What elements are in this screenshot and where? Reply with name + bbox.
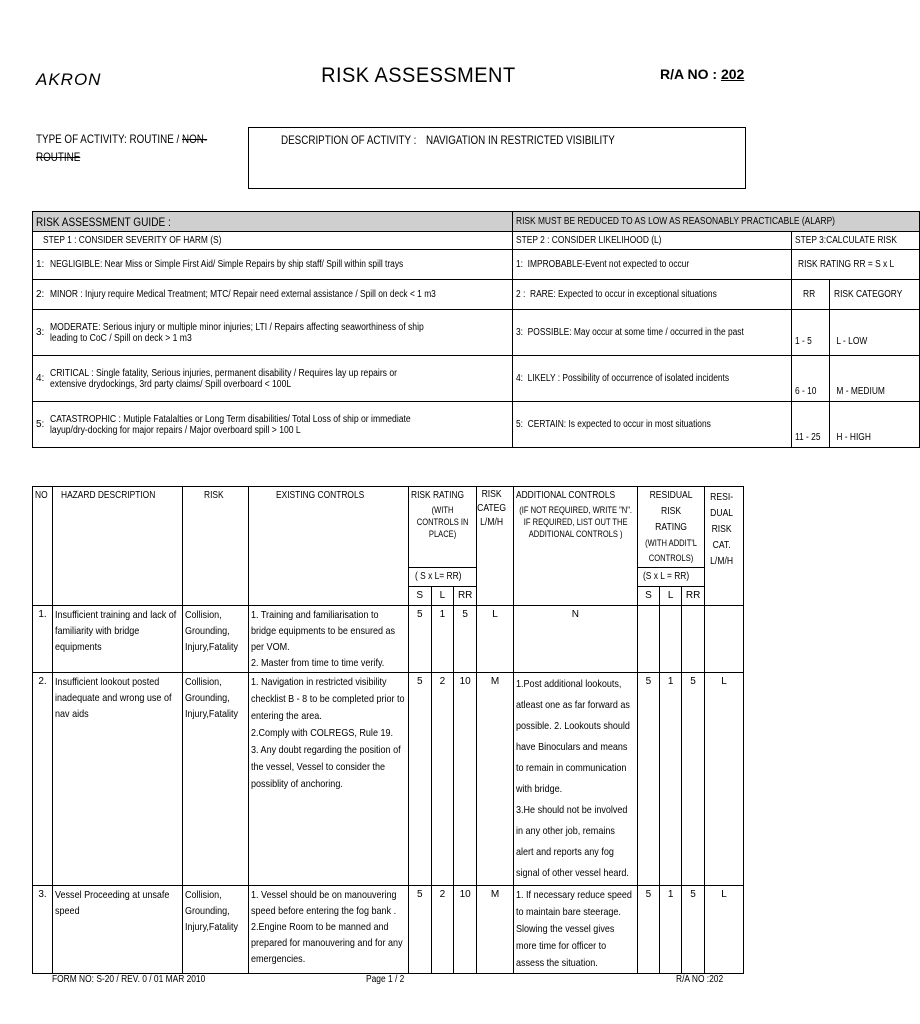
rating-rr: 5 bbox=[454, 606, 477, 673]
additional-controls: 1. If necessary reduce speed to maintain bare steerage. Slowing the vessel gives more time for officer to assess the situation. bbox=[516, 889, 632, 969]
header-no bbox=[33, 487, 53, 568]
step1-cell bbox=[33, 232, 513, 250]
likelihood-num: 5: bbox=[516, 419, 524, 430]
header-residual-cat bbox=[704, 487, 743, 606]
footer-ra-number: R/A NO :202 bbox=[676, 974, 724, 985]
hazard-description: Insufficient training and lack of familiarity with bridge equipments bbox=[55, 609, 177, 653]
footer-form-number: FORM NO: S-20 / REV. 0 / 01 MAR 2010 bbox=[52, 974, 206, 985]
severity-text: CRITICAL : Single fatality, Serious injuries, permanent disability / Requires lay up repairs or extensive drydockings, 3rd party claims/ Spill overboard < 100L bbox=[50, 367, 398, 390]
existing-controls-cell bbox=[249, 606, 408, 673]
header-risk bbox=[182, 487, 249, 568]
likelihood-num: 4: bbox=[516, 373, 524, 384]
header-rating bbox=[408, 487, 476, 568]
rating-rr: 10 bbox=[454, 673, 477, 886]
risk-cell bbox=[182, 886, 249, 974]
risk-text: Collision, Grounding, Injury,Fatality bbox=[184, 609, 238, 653]
residual-category: L bbox=[704, 673, 743, 886]
likelihood-text: IMPROBABLE-Event not expected to occur bbox=[528, 259, 690, 270]
rr-col-cell bbox=[791, 280, 829, 310]
row-no: 3. bbox=[33, 886, 53, 974]
likelihood-row-5 bbox=[513, 402, 791, 448]
range-cell-1 bbox=[791, 310, 829, 356]
ra-number bbox=[660, 66, 744, 82]
col-residual-s: S bbox=[637, 587, 659, 606]
rating-formula-cell bbox=[408, 568, 476, 587]
likelihood-num: 2 : bbox=[516, 289, 526, 300]
severity-num: 3: bbox=[36, 327, 45, 338]
likelihood-num: 3: bbox=[516, 327, 524, 338]
residual-l: 1 bbox=[660, 673, 682, 886]
risk-cell bbox=[182, 673, 249, 886]
severity-num: 2: bbox=[36, 289, 45, 300]
hazard-table bbox=[32, 486, 744, 974]
ra-number-label: R/A NO : bbox=[660, 66, 718, 82]
severity-text: NEGLIGIBLE: Near Miss or Simple First Aid/ Simple Repairs by ship staff/ Spill within spill trays bbox=[50, 259, 404, 270]
hazard-description-cell bbox=[53, 673, 183, 886]
severity-text: MODERATE: Serious injury or multiple minor injuries; LTI / Repairs affecting seaworthiness of ship leading to CoC / Spill on deck > 1 m3 bbox=[50, 321, 424, 344]
residual-s: 5 bbox=[637, 673, 659, 886]
header-additional-sub: (IF NOT REQUIRED, WRITE "N". IF REQUIRED, LIST OUT THE ADDITIONAL CONTROLS ) bbox=[519, 505, 633, 539]
severity-row-2 bbox=[33, 280, 513, 310]
additional-controls: N bbox=[514, 606, 638, 673]
rr-formula-cell bbox=[791, 250, 919, 280]
table-row bbox=[33, 673, 744, 886]
table-row bbox=[33, 886, 744, 974]
rating-rr: 10 bbox=[454, 886, 477, 974]
description-value: NAVIGATION IN RESTRICTED VISIBILITY bbox=[426, 133, 615, 147]
likelihood-row-1 bbox=[513, 250, 791, 280]
additional-controls-cell bbox=[514, 886, 638, 974]
risk-category-value: M bbox=[477, 886, 514, 974]
residual-rr: 5 bbox=[682, 673, 705, 886]
risk-category: H - HIGH bbox=[836, 432, 871, 443]
rating-s: 5 bbox=[408, 886, 431, 974]
likelihood-text: LIKELY : Possibility of occurrence of isolated incidents bbox=[528, 373, 730, 384]
severity-row-1 bbox=[33, 250, 513, 280]
risk-category-value: L bbox=[477, 606, 514, 673]
step3-cell bbox=[791, 232, 919, 250]
additional-controls: 1.Post additional lookouts, atleast one as far forward as possible. 2. Lookouts should have Binoculars and means to remain in communication with bridge. 3.He should not be involved in any other job, remains alert and reports any fog signal of other vessel heard. bbox=[516, 678, 630, 879]
severity-num: 4: bbox=[36, 373, 45, 384]
residual-s: 5 bbox=[637, 886, 659, 974]
activity-type bbox=[36, 130, 226, 166]
likelihood-num: 1: bbox=[516, 259, 524, 270]
hazard-description-cell bbox=[53, 886, 183, 974]
header-hazard-label: HAZARD DESCRIPTION bbox=[61, 490, 156, 501]
step2-cell bbox=[513, 232, 791, 250]
description-label: DESCRIPTION OF ACTIVITY : bbox=[281, 133, 417, 147]
severity-num: 1: bbox=[36, 259, 45, 270]
ra-number-value: 202 bbox=[720, 66, 745, 82]
existing-controls: 1. Vessel should be on manouvering speed before entering the fog bank . 2.Engine Room to be manned and prepared for manouvering and for any emergencies. bbox=[251, 889, 404, 965]
risk-assessment-guide bbox=[32, 211, 920, 448]
hazard-description: Vessel Proceeding at unsafe speed bbox=[55, 889, 170, 917]
cat-col-cell bbox=[829, 280, 919, 310]
col-s: S bbox=[408, 587, 431, 606]
residual-s bbox=[637, 606, 659, 673]
col-residual-l: L bbox=[660, 587, 682, 606]
header-residual-label: RESIDUAL RISK RATING bbox=[649, 490, 693, 533]
rr-formula: RISK RATING RR = S x L bbox=[798, 259, 895, 270]
header-residual bbox=[637, 487, 704, 568]
step3-heading: STEP 3:CALCULATE RISK bbox=[794, 235, 897, 246]
category-cell-3 bbox=[829, 402, 919, 448]
risk-text: Collision, Grounding, Injury,Fatality bbox=[184, 676, 238, 720]
severity-text: MINOR : Injury require Medical Treatment; MTC/ Repair need external assistance / Spill on deck < 1 m3 bbox=[50, 289, 436, 300]
guide-title: RISK ASSESSMENT GUIDE : bbox=[36, 214, 171, 229]
activity-type-prefix: TYPE OF ACTIVITY: ROUTINE / bbox=[36, 132, 182, 146]
likelihood-text: POSSIBLE: May occur at some time / occurred in the past bbox=[528, 327, 745, 338]
risk-category: L - LOW bbox=[836, 336, 868, 347]
residual-formula-cell bbox=[637, 568, 704, 587]
risk-range: 1 - 5 bbox=[794, 336, 812, 347]
rating-l: 2 bbox=[431, 673, 454, 886]
row-no: 1. bbox=[33, 606, 53, 673]
additional-controls-cell bbox=[514, 673, 638, 886]
residual-formula: (S x L = RR) bbox=[643, 571, 690, 582]
header-risk-label: RISK bbox=[203, 490, 224, 501]
rating-s: 5 bbox=[408, 673, 431, 886]
step2-heading: STEP 2 : CONSIDER LIKELIHOOD (L) bbox=[516, 235, 662, 246]
severity-row-5 bbox=[33, 402, 513, 448]
existing-controls-cell bbox=[249, 886, 408, 974]
header-existing bbox=[249, 487, 408, 568]
company-name: AKRON bbox=[36, 70, 102, 89]
risk-category: M - MEDIUM bbox=[836, 386, 885, 397]
existing-controls-cell bbox=[249, 673, 408, 886]
severity-num: 5: bbox=[36, 419, 45, 430]
likelihood-text: CERTAIN: Is expected to occur in most situations bbox=[528, 419, 712, 430]
step1-heading: STEP 1 : CONSIDER SEVERITY OF HARM (S) bbox=[43, 235, 222, 246]
rating-formula: ( S x L= RR) bbox=[414, 571, 462, 582]
rating-l: 2 bbox=[431, 886, 454, 974]
header-residual-sub: (WITH ADDIT'L CONTROLS) bbox=[644, 538, 697, 563]
rating-s: 5 bbox=[408, 606, 431, 673]
risk-range: 6 - 10 bbox=[794, 386, 817, 397]
header-additional bbox=[514, 487, 638, 568]
residual-rr bbox=[682, 606, 705, 673]
likelihood-row-2 bbox=[513, 280, 791, 310]
risk-range: 11 - 25 bbox=[794, 432, 821, 443]
header-no-label: NO bbox=[35, 490, 48, 501]
existing-controls: 1. Navigation in restricted visibility checklist B - 8 to be completed prior to entering the area. 2.Comply with COLREGS, Rule 19. 3. Any doubt regarding the position of the vessel, Vessel to consider the possiblity of anchoring. bbox=[251, 676, 406, 790]
likelihood-row-4 bbox=[513, 356, 791, 402]
range-cell-2 bbox=[791, 356, 829, 402]
guide-title-cell bbox=[33, 212, 513, 232]
existing-controls: 1. Training and familiarisation to bridge equipments to be ensured as per VOM. 2. Master from time to time verify. bbox=[251, 609, 396, 669]
row-no: 2. bbox=[33, 673, 53, 886]
residual-category bbox=[704, 606, 743, 673]
cat-col-header: RISK CATEGORY bbox=[833, 289, 903, 300]
rr-col-header: RR bbox=[802, 289, 816, 300]
category-cell-1 bbox=[829, 310, 919, 356]
header-additional-label: ADDITIONAL CONTROLS bbox=[516, 490, 616, 501]
activity-type-struck-2: ROUTINE bbox=[36, 150, 81, 164]
severity-row-4 bbox=[33, 356, 513, 402]
severity-row-3 bbox=[33, 310, 513, 356]
header-rating-sub: (WITH CONTROLS IN PLACE) bbox=[416, 505, 469, 539]
table-row bbox=[33, 606, 744, 673]
residual-rr: 5 bbox=[682, 886, 705, 974]
residual-category: L bbox=[704, 886, 743, 974]
alarp-note: RISK MUST BE REDUCED TO AS LOW AS REASONABLY PRACTICABLE (ALARP) bbox=[516, 216, 836, 227]
risk-text: Collision, Grounding, Injury,Fatality bbox=[184, 889, 238, 933]
severity-text: CATASTROPHIC : Mutiple Fatalalties or Long Term disabilities/ Total Loss of ship or immediate layup/dry-docking for major repairs / Major overboard spill > 100 L bbox=[50, 413, 411, 436]
likelihood-row-3 bbox=[513, 310, 791, 356]
header-residual-cat-label: RESI- DUAL RISK CAT. L/M/H bbox=[710, 492, 734, 567]
alarp-cell bbox=[513, 212, 920, 232]
range-cell-3 bbox=[791, 402, 829, 448]
hazard-description: Insufficient lookout posted inadequate and wrong use of nav aids bbox=[55, 676, 172, 720]
risk-category-value: M bbox=[477, 673, 514, 886]
hazard-description-cell bbox=[53, 606, 183, 673]
likelihood-text: RARE: Expected to occur in exceptional situations bbox=[530, 289, 718, 300]
residual-l bbox=[660, 606, 682, 673]
header-rating-label: RISK RATING bbox=[410, 490, 464, 501]
category-cell-2 bbox=[829, 356, 919, 402]
risk-cell bbox=[182, 606, 249, 673]
residual-l: 1 bbox=[660, 886, 682, 974]
rating-l: 1 bbox=[431, 606, 454, 673]
header-risk-cat bbox=[477, 487, 514, 568]
col-l: L bbox=[431, 587, 454, 606]
header-risk-cat-label: RISK CATEG L/M/H bbox=[477, 489, 507, 528]
header-existing-label: EXISTING CONTROLS bbox=[276, 490, 365, 501]
col-residual-rr: RR bbox=[682, 587, 705, 606]
col-rr: RR bbox=[454, 587, 477, 606]
document-title: RISK ASSESSMENT bbox=[321, 64, 516, 87]
activity-type-struck-1: NON- bbox=[181, 132, 208, 146]
footer-page-number: Page 1 / 2 bbox=[366, 974, 405, 985]
header-hazard bbox=[53, 487, 183, 568]
